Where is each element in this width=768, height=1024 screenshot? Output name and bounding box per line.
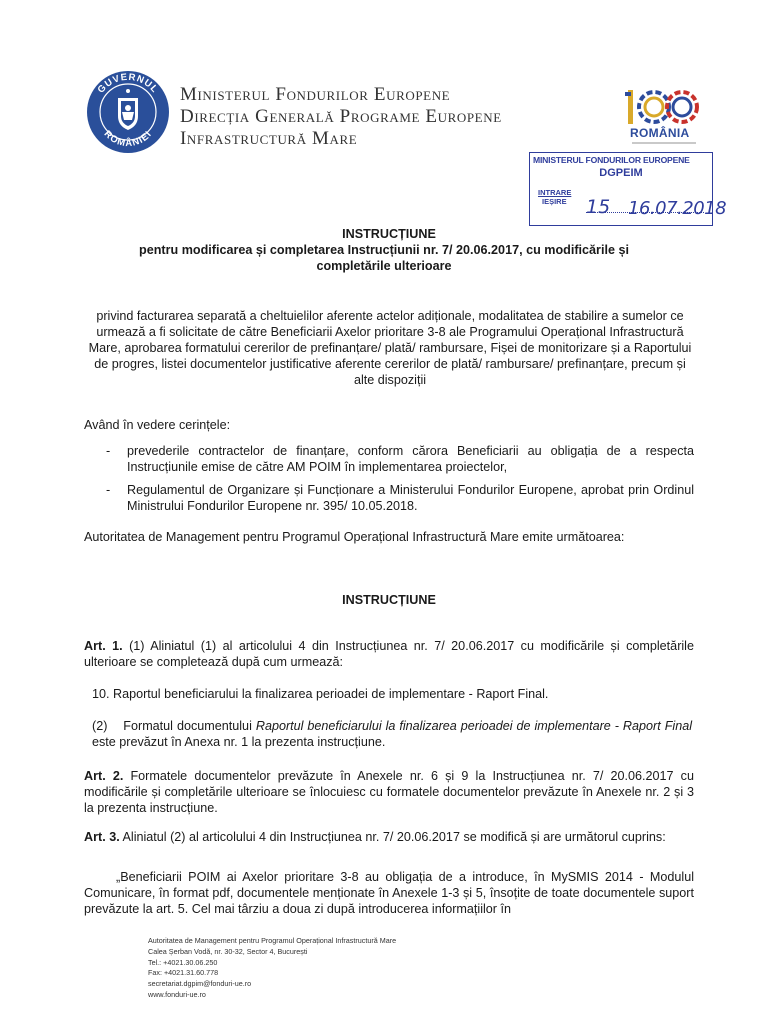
ministry-name bbox=[180, 84, 502, 150]
considering-bullet-1-marker: - bbox=[106, 444, 111, 458]
stamp-intrare-label: INTRARE bbox=[538, 188, 572, 197]
footer-line-phone: Tel.: +4021.30.06.250 bbox=[148, 957, 218, 967]
footer-contact bbox=[148, 936, 548, 1001]
considering-item-1: prevederile contractelor de finanțare, conform cărora Beneficiarii au obligația de a respecta Instrucțiunile emise de către AM POIM în implementarea proiectelor, bbox=[127, 444, 694, 474]
footer-line-address: Calea Șerban Vodă, nr. 30-32, Sector 4, București bbox=[148, 946, 308, 956]
stamp-handwritten-date: 16.07.2018 bbox=[628, 198, 727, 219]
considering-intro: Având în vedere cerințele: bbox=[84, 418, 231, 432]
ministry-line-3: Infrastructură Mare bbox=[180, 128, 358, 149]
stamp-handwritten-number: 15 bbox=[586, 196, 611, 218]
article-3-label: Art. 3. bbox=[84, 830, 120, 844]
article-1-p2-text-a: Formatul documentului bbox=[123, 719, 256, 733]
logo-tagline-line bbox=[632, 142, 696, 144]
stamp-line-1: MINISTERUL FONDURILOR EUROPENE bbox=[533, 155, 690, 165]
considering-item-2: Regulamentul de Organizare și Funcționare a Ministerului Fondurilor Europene, aprobat prin Ordinul Ministrului Fondurilor Europene nr. 395/ 10.05.2018. bbox=[127, 483, 694, 513]
article-1-p2-italic: Raportul beneficiarului la finalizarea perioadei de implementare - Raport Final bbox=[255, 719, 692, 733]
centenary-logo bbox=[622, 84, 702, 150]
footer-line-authority: Autoritatea de Management pentru Programul Operațional Infrastructură Mare bbox=[148, 936, 397, 945]
instruction-heading: INSTRUCȚIUNE bbox=[342, 593, 436, 607]
article-1-paragraph-2 bbox=[92, 718, 692, 750]
article-1-item: 10. Raportul beneficiarului la finalizarea perioadei de implementare - Raport Final. bbox=[92, 687, 549, 701]
ministry-line-1: Ministerul Fondurilor Europene bbox=[180, 84, 451, 105]
issuer-statement: Autoritatea de Management pentru Programul Operațional Infrastructură Mare emite următoarea: bbox=[84, 530, 625, 544]
article-1-p2-text-b: este prevăzut în Anexa nr. 1 la prezenta instrucțiune. bbox=[92, 735, 386, 749]
article-3-text: Aliniatul (2) al articolului 4 din Instrucțiunea nr. 7/ 20.06.2017 se modifică și are următorul cuprins: bbox=[119, 830, 666, 844]
stamp-line-2: DGPEIM bbox=[599, 167, 643, 179]
footer-line-website: www.fonduri-ue.ro bbox=[148, 989, 206, 999]
footer-line-email: secretariat.dgpim@fonduri-ue.ro bbox=[148, 979, 252, 989]
article-1-text: (1) Aliniatul (1) al articolului 4 din Instrucțiunea nr. 7/ 20.06.2017 cu modificările și completările ulterioare se completează după cum urmează: bbox=[84, 639, 694, 669]
article-3 bbox=[84, 829, 694, 845]
centenary-country: ROMÂNIA bbox=[630, 126, 690, 140]
article-1-label: Art. 1. bbox=[84, 639, 123, 653]
stamp-iesire-label: IEȘIRE bbox=[542, 197, 567, 206]
document-title: INSTRUCȚIUNE bbox=[342, 227, 436, 241]
coat-of-arms-icon bbox=[86, 70, 170, 154]
article-3-quote: „Beneficiarii POIM ai Axelor prioritare 3-8 au obligația de a introduce, în MySMIS 2014 - Modulul Comunicare, în format pdf, documentele menționate în Anexele 1-3 și 5, însoțite de toate documentele suport prevăzute la art. 5. Cel mai târziu a doua zi după introducerea informațiilor în bbox=[84, 870, 694, 916]
document-subtitle: pentru modificarea și completarea Instrucțiunii nr. 7/ 20.06.2017, cu modificările și completările ulterioare bbox=[139, 243, 629, 273]
subject-paragraph: privind facturarea separată a cheltuielilor aferente actelor adiționale, modalitatea de stabilire a sumelor ce urmează a fi solicitate de către Beneficiarii Axelor prioritare 3-8 ale Programului Operațional Infrastructură Mare, aprobarea formatului cererilor de prefinanțare/ plată/ rambursare, Fișei de monitorizare și a Raportului de progres, listei documentelor justificative aferente cererilor de plată/ rambursare/ prefinanțare, precum și alte dispoziții bbox=[88, 309, 692, 387]
government-seal bbox=[86, 70, 170, 154]
seal-text-top: GUVERNUL bbox=[95, 71, 161, 96]
article-1 bbox=[84, 638, 694, 670]
article-2-label: Art. 2. bbox=[84, 769, 124, 783]
considering-bullet-2-marker: - bbox=[106, 483, 111, 497]
article-2 bbox=[84, 768, 694, 816]
ministry-line-2: Direcția Generală Programe Europene bbox=[180, 106, 502, 127]
article-1-p2-number: (2) bbox=[92, 719, 108, 733]
seal-text-bottom: ROMÂNIEI bbox=[101, 128, 155, 150]
article-2-text: Formatele documentelor prevăzute în Anexele nr. 6 și 9 la Instrucțiunea nr. 7/ 20.06.2017 cu modificările și completările ulterioare se înlocuiesc cu formatele documentelor prevăzute în Anexele nr. 2 și 3 la prezenta instrucțiune. bbox=[84, 769, 694, 815]
footer-line-fax: Fax: +4021.31.60.778 bbox=[148, 968, 219, 978]
